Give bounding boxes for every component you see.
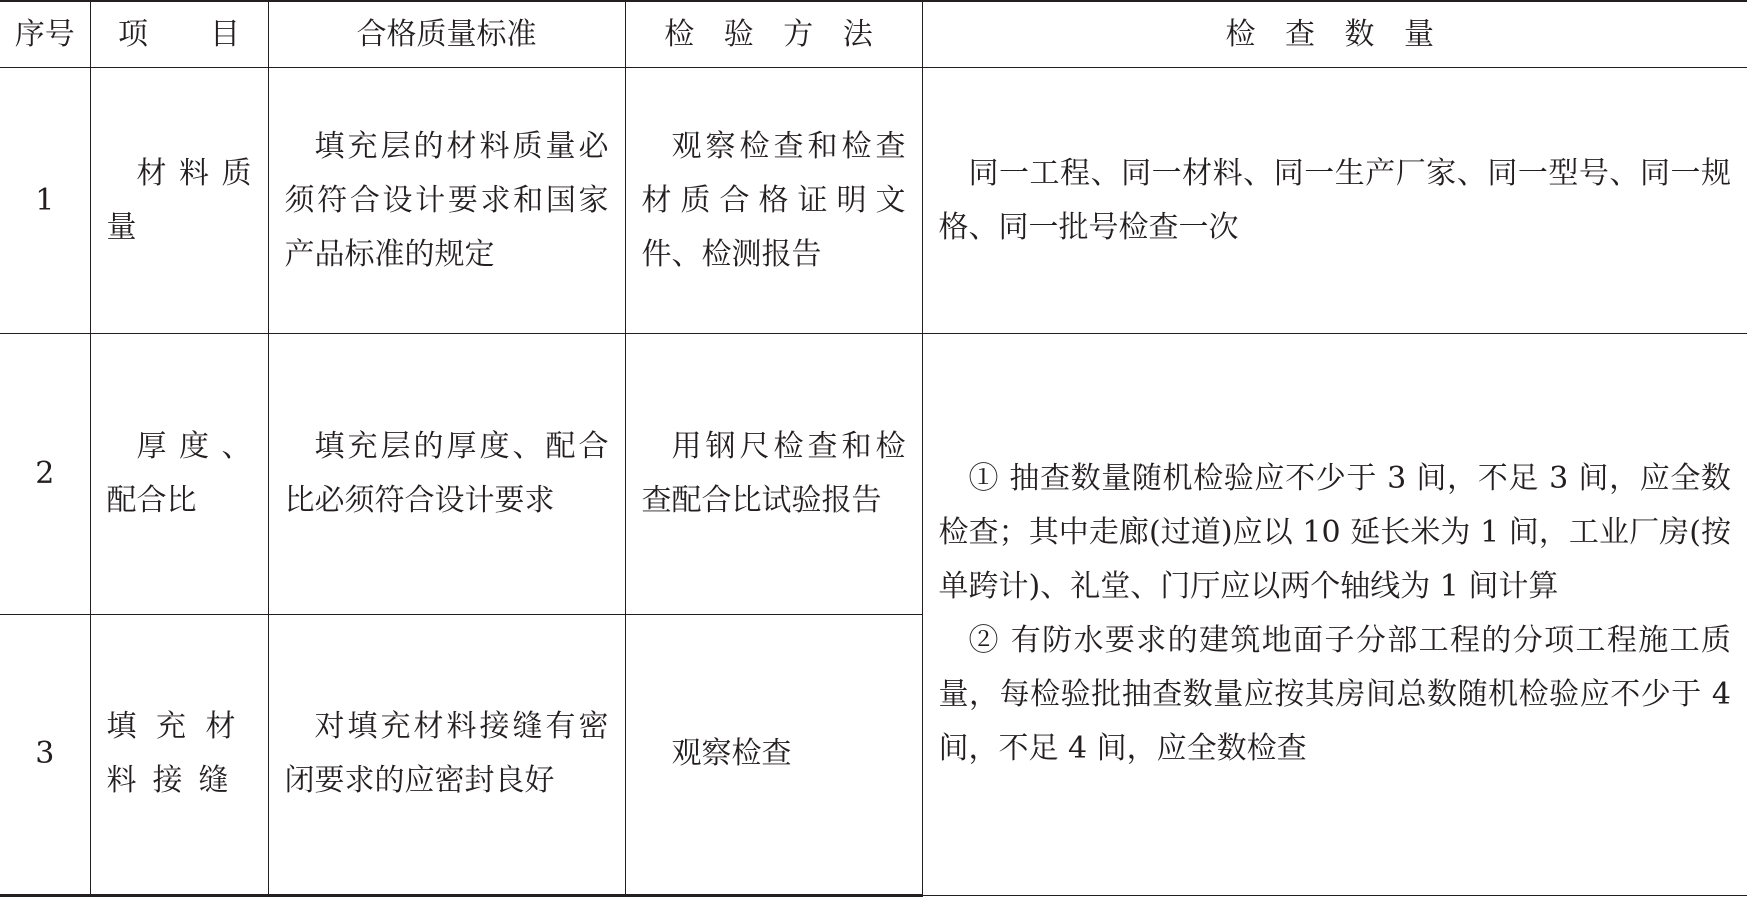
row-quantity-text: 同一工程、同一材料、同一生产厂家、同一型号、同一规格、同一批号检查一次 [938, 155, 1731, 245]
row-item: 材料质量 [90, 68, 268, 333]
row-no: 3 [0, 614, 90, 895]
row-item: 填充材料接缝 [90, 614, 268, 895]
quantity-rule-1: ① 抽查数量随机检验应不少于 3 间，不足 3 间，应全数检查；其中走廊(过道)应以 10 延长米为 1 间，工业厂房(按单跨计)、礼堂、门厅应以两个轴线为 1 间计算 [938, 461, 1731, 605]
quantity-rule-2: ② 有防水要求的建筑地面子分部工程的分项工程施工质量，每检验批抽查数量应按其房间总数随机检验应不少于 4 间，不足 4 间，应全数检查 [938, 623, 1731, 767]
header-method: 检 验 方 法 [625, 1, 922, 68]
header-item-a: 项 [118, 16, 148, 52]
table-row [0, 333, 1747, 614]
row-quantity [922, 68, 1747, 333]
shared-quantity-cell [922, 333, 1747, 895]
row-standard: 填充层的材料质量必须符合设计要求和国家产品标准的规定 [268, 68, 625, 333]
header-item-b: 目 [210, 16, 240, 52]
row-standard: 对填充材料接缝有密闭要求的应密封良好 [268, 614, 625, 895]
row-no: 2 [0, 333, 90, 614]
row-standard: 填充层的厚度、配合比必须符合设计要求 [268, 333, 625, 614]
header-quantity: 检 查 数 量 [922, 1, 1747, 68]
header-no: 序号 [0, 1, 90, 68]
header-row [0, 1, 1747, 68]
row-item: 厚度、配合比 [90, 333, 268, 614]
header-standard: 合格质量标准 [268, 1, 625, 68]
table-row [0, 68, 1747, 333]
row-method: 观察检查和检查材质合格证明文件、检测报告 [625, 68, 922, 333]
row-no: 1 [0, 68, 90, 333]
row-method: 用钢尺检查和检查配合比试验报告 [625, 333, 922, 614]
header-item [90, 1, 268, 68]
row-method: 观察检查 [625, 614, 922, 895]
